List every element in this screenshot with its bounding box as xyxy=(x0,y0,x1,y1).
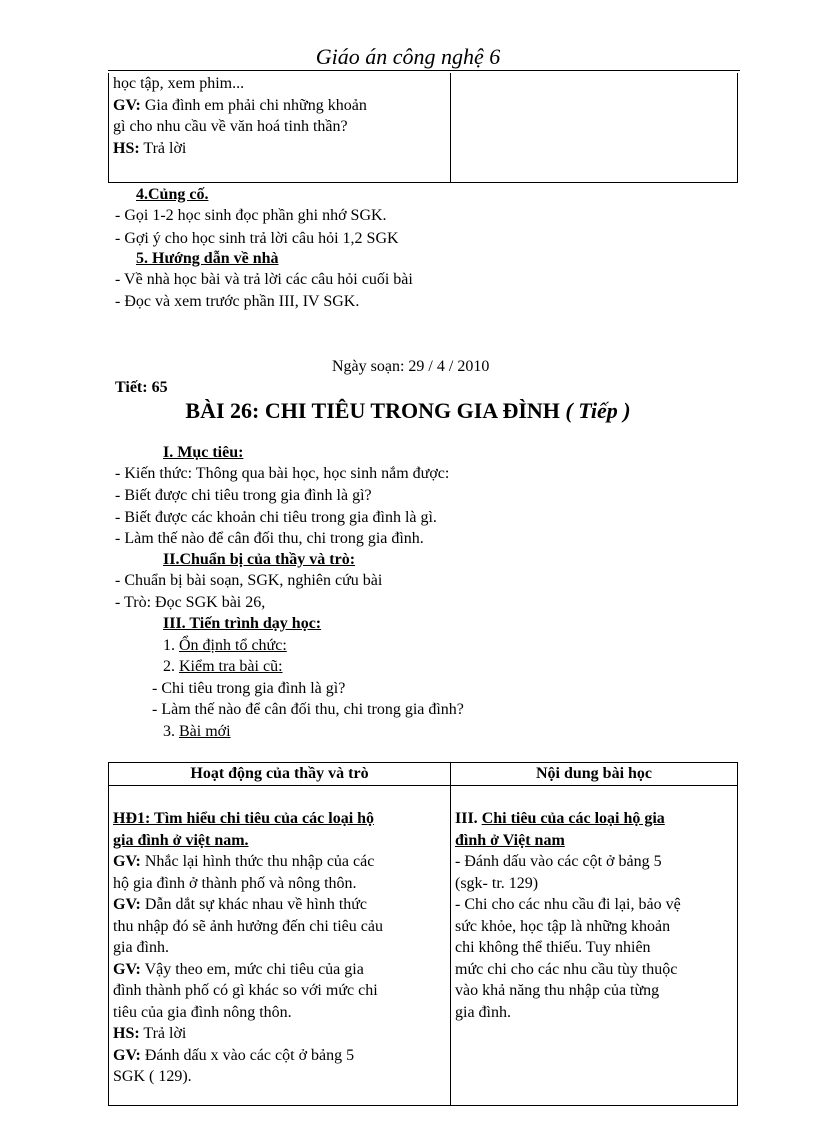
content-heading: III. Chi tiêu của các loại hộ gia xyxy=(455,810,665,827)
review-question: - Làm thế nào để cân đối thu, chi trong gia đình? xyxy=(152,701,464,718)
objective-item: - Biết được các khoản chi tiêu trong gia đình là gì. xyxy=(115,509,437,526)
objective-item: - Kiến thức: Thông qua bài học, học sinh nắm được: xyxy=(115,465,450,482)
activity-heading: HĐ1: Tìm hiểu chi tiêu của các loại hộ xyxy=(113,810,375,827)
activities-cell xyxy=(109,786,451,1106)
lesson-period: Tiết: 65 xyxy=(115,379,168,396)
activity-line: gia đình. xyxy=(113,939,169,956)
process-step-2: 2. Kiểm tra bài cũ: xyxy=(163,658,283,675)
activity-line: đình thành phố có gì khác so với mức chi xyxy=(113,982,378,999)
activity-line: GV: Dẫn dắt sự khác nhau về hình thức xyxy=(113,896,368,913)
objectives-heading: I. Mục tiêu: xyxy=(163,444,244,461)
col-header-content: Nội dung bài học xyxy=(451,763,738,786)
activity-line: GV: Vậy theo em, mức chi tiêu của gia xyxy=(113,960,364,978)
content-line: gia đình. xyxy=(455,1003,511,1021)
consolidation-heading: 4.Củng cố. xyxy=(136,186,209,203)
activity-line: HS: Trả lời xyxy=(113,1025,187,1042)
table1-line: học tập, xem phim... xyxy=(113,75,245,92)
activity-line: tiêu của gia đình nông thôn. xyxy=(113,1003,292,1021)
page-header: Giáo án công nghệ 6 xyxy=(315,44,501,69)
continued-table-right-cell xyxy=(451,73,738,183)
continued-table xyxy=(108,73,738,183)
col-header-activities: Hoạt động của thầy và trò xyxy=(109,763,451,786)
preparation-item: - Chuẩn bị bài soạn, SGK, nghiên cứu bài xyxy=(115,572,383,589)
activity-line: GV: Nhắc lại hình thức thu nhập của các xyxy=(113,853,375,870)
process-step-1: 1. Ổn định tổ chức: xyxy=(163,637,287,654)
content-cell xyxy=(451,786,738,1106)
review-question: - Chi tiêu trong gia đình là gì? xyxy=(152,680,346,697)
activity-line: GV: Đánh dấu x vào các cột ở bảng 5 xyxy=(113,1046,355,1064)
content-line: sức khỏe, học tập là những khoản xyxy=(455,917,671,935)
activity-line: thu nhập đó sẽ ảnh hưởng đến chi tiêu cảu xyxy=(113,917,383,935)
homework-item: - Đọc và xem trước phần III, IV SGK. xyxy=(115,293,360,310)
preparation-heading: II.Chuẩn bị của thầy và trò: xyxy=(163,551,356,568)
content-line: chi không thể thiếu. Tuy nhiên xyxy=(455,939,651,956)
homework-heading: 5. Hướng dẫn về nhà xyxy=(136,250,279,267)
consolidation-item: - Gọi 1-2 học sinh đọc phần ghi nhớ SGK. xyxy=(115,207,387,224)
table1-line: GV: Gia đình em phải chi những khoản xyxy=(113,96,367,114)
lesson-table xyxy=(108,762,738,1106)
content-heading: đình ở Việt nam xyxy=(455,831,565,849)
lesson-date: Ngày soạn: 29 / 4 / 2010 xyxy=(332,358,490,375)
activity-line: SGK ( 129). xyxy=(113,1068,192,1085)
content-line: - Chi cho các nhu cầu đi lại, bảo vệ xyxy=(455,896,681,913)
content-line: - Đánh dấu vào các cột ở bảng 5 xyxy=(455,853,662,870)
content-line: (sgk- tr. 129) xyxy=(455,874,539,892)
lesson-title: BÀI 26: CHI TIÊU TRONG GIA ĐÌNH ( Tiếp ) xyxy=(185,398,631,423)
preparation-item: - Trò: Đọc SGK bài 26, xyxy=(115,594,266,611)
objective-item: - Làm thế nào để cân đối thu, chi trong gia đình. xyxy=(115,530,424,547)
homework-item: - Về nhà học bài và trả lời các câu hỏi cuối bài xyxy=(115,271,413,288)
process-step-3: 3. Bài mới xyxy=(163,723,231,740)
process-heading: III. Tiến trình dạy học: xyxy=(163,615,322,632)
header-rule xyxy=(108,70,740,71)
content-line: vào khả năng thu nhập của từng xyxy=(455,982,660,999)
content-line: mức chi cho các nhu cầu tùy thuộc xyxy=(455,960,678,978)
objective-item: - Biết được chi tiêu trong gia đình là gì? xyxy=(115,487,372,504)
continued-table-left-cell xyxy=(109,73,451,183)
activity-line: hộ gia đình ở thành phố và nông thôn. xyxy=(113,874,357,892)
activity-heading: gia đình ở việt nam. xyxy=(113,831,249,849)
table1-line: HS: Trả lời xyxy=(113,139,187,157)
consolidation-item: - Gợi ý cho học sinh trả lời câu hỏi 1,2 SGK xyxy=(115,230,399,247)
table1-line: gì cho nhu cầu về văn hoá tinh thần? xyxy=(113,118,348,135)
